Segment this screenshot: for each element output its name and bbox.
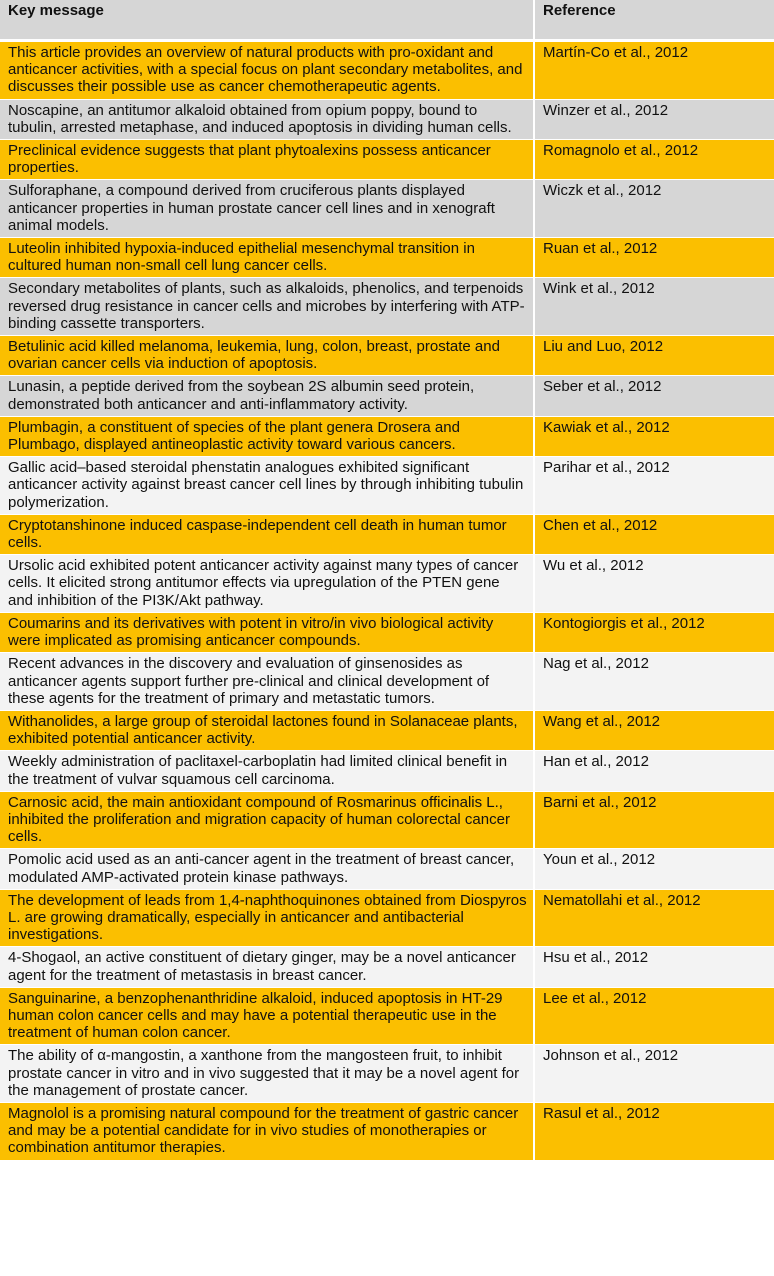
- header-reference: Reference: [534, 0, 774, 41]
- reference-cell: Wink et al., 2012: [534, 278, 774, 336]
- key-message-cell: Gallic acid–based steroidal phenstatin analogues exhibited significant anticancer activity against breast cancer cell lines by through inhibiting tubulin polymerization.: [0, 457, 534, 515]
- key-message-cell: Noscapine, an antitumor alkaloid obtained from opium poppy, bound to tubulin, arrested metaphase, and induced apoptosis in dividing human cells.: [0, 99, 534, 139]
- key-message-cell: Plumbagin, a constituent of species of the plant genera Drosera and Plumbago, displayed antineoplastic activity toward various cancers.: [0, 416, 534, 456]
- reference-cell: Liu and Luo, 2012: [534, 336, 774, 376]
- reference-cell: Romagnolo et al., 2012: [534, 140, 774, 180]
- table-row: [0, 791, 774, 849]
- reference-cell: Wang et al., 2012: [534, 710, 774, 750]
- key-message-cell: Magnolol is a promising natural compound for the treatment of gastric cancer and may be a potential candidate for in vivo studies of monotherapies or combination antitumor therapies.: [0, 1102, 534, 1160]
- reference-cell: Parihar et al., 2012: [534, 457, 774, 515]
- table-row: [0, 849, 774, 889]
- reference-cell: Kontogiorgis et al., 2012: [534, 612, 774, 652]
- key-message-cell: Luteolin inhibited hypoxia-induced epithelial mesenchymal transition in cultured human non-small cell lung cancer cells.: [0, 238, 534, 278]
- key-message-cell: The ability of α-mangostin, a xanthone from the mangosteen fruit, to inhibit prostate cancer in vitro and in vivo suggested that it may be a novel agent for the management of prostate cancer.: [0, 1045, 534, 1103]
- key-message-cell: Sanguinarine, a benzophenanthridine alkaloid, induced apoptosis in HT-29 human colon cancer cells and may have a potential therapeutic use in the treatment of human colon cancer.: [0, 987, 534, 1045]
- key-message-cell: Withanolides, a large group of steroidal lactones found in Solanaceae plants, exhibited potential anticancer activity.: [0, 710, 534, 750]
- table-row: [0, 889, 774, 947]
- table-row: [0, 238, 774, 278]
- key-message-cell: Lunasin, a peptide derived from the soybean 2S albumin seed protein, demonstrated both anticancer and anti-inflammatory activity.: [0, 376, 534, 416]
- key-message-cell: Preclinical evidence suggests that plant phytoalexins possess anticancer properties.: [0, 140, 534, 180]
- key-message-cell: This article provides an overview of natural products with pro-oxidant and anticancer activities, with a special focus on plant secondary metabolites, and discusses their possible use as cancer chemotherapeutic agents.: [0, 41, 534, 100]
- reference-cell: Lee et al., 2012: [534, 987, 774, 1045]
- key-message-cell: Sulforaphane, a compound derived from cruciferous plants displayed anticancer properties in human prostate cancer cell lines and in xenograft animal models.: [0, 180, 534, 238]
- table-row: [0, 710, 774, 750]
- reference-cell: Wu et al., 2012: [534, 555, 774, 613]
- table-row: [0, 99, 774, 139]
- table-row: [0, 653, 774, 711]
- key-message-cell: Weekly administration of paclitaxel-carboplatin had limited clinical benefit in the treatment of vulvar squamous cell carcinoma.: [0, 751, 534, 791]
- key-message-cell: Betulinic acid killed melanoma, leukemia, lung, colon, breast, prostate and ovarian cancer cells via induction of apoptosis.: [0, 336, 534, 376]
- table-row: [0, 514, 774, 554]
- reference-cell: Rasul et al., 2012: [534, 1102, 774, 1160]
- table-row: [0, 751, 774, 791]
- table-body: [0, 41, 774, 1161]
- table-row: [0, 278, 774, 336]
- key-message-cell: Carnosic acid, the main antioxidant compound of Rosmarinus officinalis L., inhibited the proliferation and migration capacity of human colorectal cancer cells.: [0, 791, 534, 849]
- key-message-cell: The development of leads from 1,4-naphthoquinones obtained from Diospyros L. are growing dramatically, especially in anticancer and antibacterial investigations.: [0, 889, 534, 947]
- table-row: [0, 987, 774, 1045]
- key-message-cell: Secondary metabolites of plants, such as alkaloids, phenolics, and terpenoids reversed drug resistance in cancer cells and microbes by interfering with ATP-binding cassette transporters.: [0, 278, 534, 336]
- key-message-cell: Coumarins and its derivatives with potent in vitro/in vivo biological activity were implicated as promising anticancer compounds.: [0, 612, 534, 652]
- table-row: [0, 1045, 774, 1103]
- table-row: [0, 41, 774, 100]
- reference-cell: Martín-Co et al., 2012: [534, 41, 774, 100]
- table-row: [0, 140, 774, 180]
- table-row: [0, 180, 774, 238]
- reference-cell: Seber et al., 2012: [534, 376, 774, 416]
- table-row: [0, 416, 774, 456]
- key-message-cell: Recent advances in the discovery and evaluation of ginsenosides as anticancer agents support further pre-clinical and clinical development of these agents for the treatment of primary and metastatic tumors.: [0, 653, 534, 711]
- key-message-cell: Cryptotanshinone induced caspase-independent cell death in human tumor cells.: [0, 514, 534, 554]
- reference-cell: Wiczk et al., 2012: [534, 180, 774, 238]
- reference-cell: Ruan et al., 2012: [534, 238, 774, 278]
- table-row: [0, 376, 774, 416]
- reference-cell: Hsu et al., 2012: [534, 947, 774, 987]
- table-row: [0, 1102, 774, 1160]
- table-row: [0, 457, 774, 515]
- reference-cell: Barni et al., 2012: [534, 791, 774, 849]
- key-message-cell: 4-Shogaol, an active constituent of dietary ginger, may be a novel anticancer agent for the treatment of metastasis in breast cancer.: [0, 947, 534, 987]
- reference-cell: Johnson et al., 2012: [534, 1045, 774, 1103]
- table-row: [0, 336, 774, 376]
- reference-cell: Han et al., 2012: [534, 751, 774, 791]
- reference-cell: Winzer et al., 2012: [534, 99, 774, 139]
- table-row: [0, 947, 774, 987]
- reference-cell: Kawiak et al., 2012: [534, 416, 774, 456]
- reference-cell: Nag et al., 2012: [534, 653, 774, 711]
- reference-cell: Chen et al., 2012: [534, 514, 774, 554]
- reference-cell: Nematollahi et al., 2012: [534, 889, 774, 947]
- reference-cell: Youn et al., 2012: [534, 849, 774, 889]
- table-row: [0, 555, 774, 613]
- key-message-cell: Ursolic acid exhibited potent anticancer activity against many types of cancer cells. It elicited strong antitumor effects via upregulation of the PTEN gene and inhibition of the PI3K/Akt pathway.: [0, 555, 534, 613]
- header-key-message: Key message: [0, 0, 534, 41]
- table-header-row: [0, 0, 774, 41]
- table-row: [0, 612, 774, 652]
- key-message-cell: Pomolic acid used as an anti-cancer agent in the treatment of breast cancer, modulated AMP-activated protein kinase pathways.: [0, 849, 534, 889]
